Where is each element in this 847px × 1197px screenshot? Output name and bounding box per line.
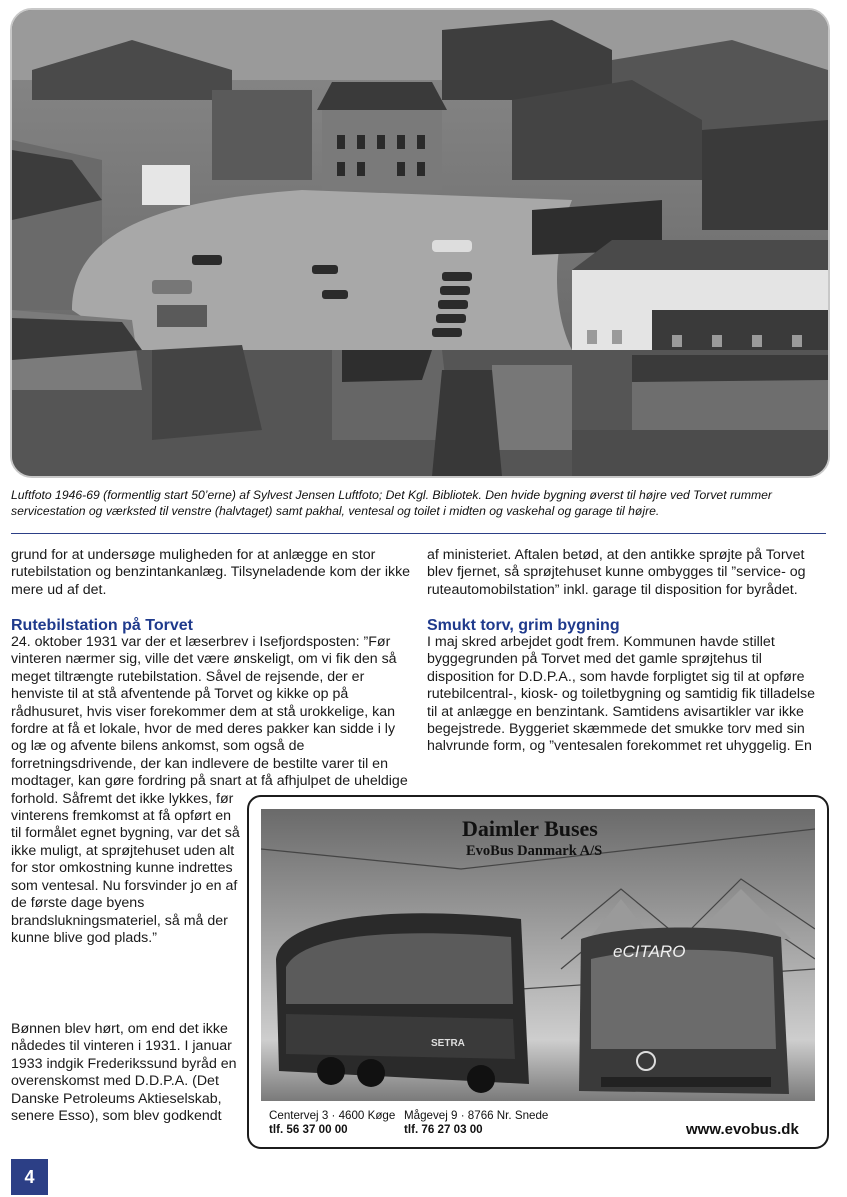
ad-address-2: Mågevej 9 · 8766 Nr. Snede xyxy=(404,1109,549,1122)
photo-caption: Luftfoto 1946-69 (formentlig start 50’erne) af Sylvest Jensen Luftfoto; Det Kgl. Bibliotek. Den hvide bygning øverst til højre ved Torvet rummer servicestation og værksted til venstre (halvtaget) samt pakhal, ventesal og toilet i midten og vaskehal og garage til højre. xyxy=(11,488,772,518)
left-body-text: 24. oktober 1931 var der et læserbrev i Isefjordsposten: ”Før vinteren nærmer sig, ville det være ønskeligt, om vi fik den så meget tiltrængte rutebilstation. Såvel de rejsende, der er henviste til at stå afventende på Torvet og kikke op på rådhusuret, hvis viser forekommer dem at stå urokkelige, kan fordre at få et lokale, hvor de med deres pakker kan sidde i ly og læ og afvente bilens ankomst, som også de forretningsdrivende, der kan indlevere de bestilte varer til en modtager, kan gøre fordring på snart at få afhjulpet de uheldige xyxy=(11,634,408,790)
left-intro-paragraph: grund for at undersøge muligheden for at anlægge en stor rutebilstation og benzintankanlæg. Tilsyneladende kom der ikke mere ud af det. xyxy=(11,547,411,598)
section-heading-rutebilstation: Rutebilstation på Torvet xyxy=(11,617,193,634)
right-intro-paragraph: af ministeriet. Aftalen betød, at den antikke sprøjte på Torvet blev fjernet, så sprøjtehuset kunne ombygges til ”service- og ruteautomobilstation” inkl. garage til disposition for byrådet. xyxy=(427,547,806,598)
ad-phone-1: tlf. 56 37 00 00 xyxy=(269,1123,348,1136)
section-divider xyxy=(11,533,826,534)
right-column-heading-wrap xyxy=(427,617,827,635)
right-column-body xyxy=(427,634,827,756)
left-column-continuation xyxy=(11,1021,243,1125)
right-body-paragraph: I maj skred arbejdet godt frem. Kommunen havde stillet byggegrunden på Torvet med det gamle sprøjtehus til disposition for D.D.P.A., som havde forpligtet sig til at opføre rutebilcentral-, kiosk- og toiletbygning og samtidig fik tilladelse til at anlægge en benzintank. Samtidens avisartikler var ikke begejstrede. Byggeriet skæmmede det smukke torv med sin halvrunde form, og ”ventesalen forekommet ret uhyggelig. En xyxy=(427,634,815,755)
aerial-photo-image xyxy=(12,10,828,476)
ad-address-1: Centervej 3 · 4600 Køge xyxy=(269,1109,396,1122)
aerial-photo xyxy=(10,8,830,478)
section-heading-smukt-torv: Smukt torv, grim bygning xyxy=(427,617,620,634)
left-body-narrow-text: forhold. Såfremt det ikke lykkes, før vinterens fremkomst at få opført en til formålet egnet bygning, var det så ikke muligt, at sprøjtehuset uden alt for stor omkostning kunne indrettes som ventesal. Nu forsvinder jo en af de første dage byens brandslukningsmateriel, så må der kunne blive god plads.” xyxy=(11,790,240,946)
bus-destination-sign: eCITARO xyxy=(613,942,686,961)
ad-address-koge xyxy=(269,1109,395,1137)
right-column-intro xyxy=(427,547,827,599)
left-column-intro xyxy=(11,547,411,599)
svg-text:SETRA: SETRA xyxy=(431,1038,465,1049)
left-continuation-paragraph: Bønnen blev hørt, om end det ikke nådedes til vinteren i 1931. I januar 1933 indgik Frederikssund byråd en overenskomst med D.D.P.A. (Det Danske Petroleums Aktieselskab, senere Esso), som blev godkendt xyxy=(11,1021,237,1125)
ad-phone-2: tlf. 76 27 03 00 xyxy=(404,1123,483,1136)
ad-website-link[interactable]: www.evobus.dk xyxy=(686,1121,799,1138)
left-body-paragraph xyxy=(11,634,411,791)
ad-address-snede xyxy=(404,1109,548,1137)
page-number: 4 xyxy=(11,1159,48,1195)
left-column-heading-wrap xyxy=(11,617,411,635)
ad-company-name: EvoBus Danmark A/S xyxy=(466,843,603,859)
ad-brand-name: Daimler Buses xyxy=(462,816,598,841)
